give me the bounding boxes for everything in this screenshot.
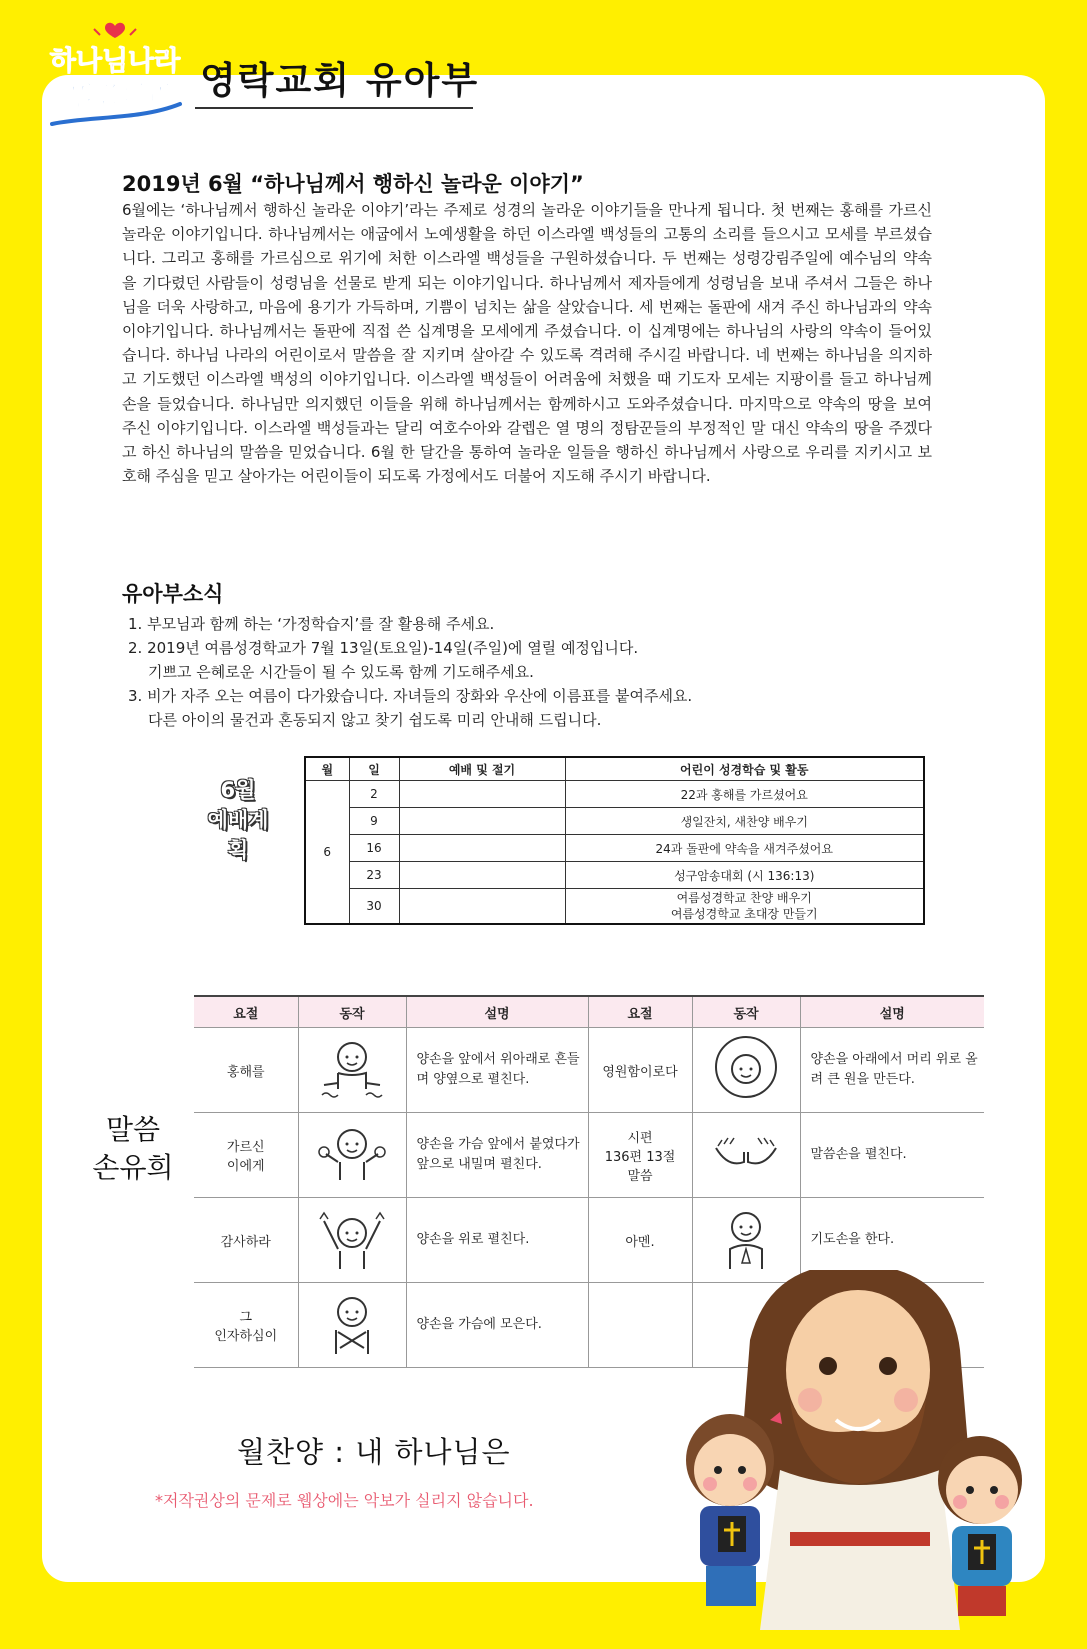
description-cell: 양손을 앞에서 위아래로 흔들며 양옆으로 펼친다. bbox=[406, 1028, 588, 1113]
logo-line1: 하나님나라 bbox=[49, 46, 181, 77]
monthly-song: 월찬양 : 내 하나님은 bbox=[237, 1435, 511, 1469]
news-item: 3. 비가 자주 오는 여름이 다가왔습니다. 자녀들의 장화와 우산에 이름표를 붙여주세요. bbox=[128, 687, 693, 705]
table-row bbox=[305, 862, 924, 889]
plan-label-month: 6월 bbox=[220, 778, 256, 802]
gesture-icon bbox=[692, 1028, 800, 1113]
hand-label-line1: 말씀 bbox=[105, 1113, 161, 1146]
news-item: 기쁘고 은혜로운 시간들이 될 수 있도록 함께 기도해주세요. bbox=[148, 663, 534, 681]
description-cell: 양손을 가슴 앞에서 붙였다가 앞으로 내밀며 펼친다. bbox=[406, 1113, 588, 1198]
gesture-icon bbox=[298, 1028, 406, 1113]
table-row bbox=[305, 835, 924, 862]
description-cell: 양손을 가슴에 모은다. bbox=[406, 1283, 588, 1368]
activity-cell bbox=[565, 889, 924, 925]
gesture-icon bbox=[298, 1113, 406, 1198]
day-cell: 9 bbox=[349, 808, 399, 835]
description-cell: 양손을 위로 펼친다. bbox=[406, 1198, 588, 1283]
activity-line: 여름성경학교 찬양 배우기 bbox=[676, 891, 812, 905]
day-cell: 2 bbox=[349, 781, 399, 808]
copyright-note: *저작권상의 문제로 웹상에는 악보가 실리지 않습니다. bbox=[155, 1491, 534, 1510]
table-row bbox=[305, 808, 924, 835]
jesus-children-illustration bbox=[660, 1270, 1050, 1630]
description-cell: 기도손을 한다. bbox=[800, 1198, 984, 1283]
activity-cell: 성구암송대회 (시 136:13) bbox=[565, 862, 924, 889]
verse-cell: 그 인자하심이 bbox=[194, 1283, 298, 1368]
activity-cell: 22과 홍해를 가르셨어요 bbox=[565, 781, 924, 808]
col-header: 어린이 성경학습 및 활동 bbox=[565, 757, 924, 781]
worship-cell bbox=[399, 862, 565, 889]
table-header-row bbox=[305, 757, 924, 781]
table-row bbox=[194, 1028, 984, 1113]
news-list bbox=[128, 612, 692, 732]
col-header: 설명 bbox=[406, 996, 588, 1028]
section-title: 2019년 6월 “하나님께서 행하신 놀라운 이야기” bbox=[122, 172, 584, 196]
col-header: 동작 bbox=[692, 996, 800, 1028]
table-row bbox=[305, 889, 924, 925]
logo bbox=[40, 20, 190, 136]
description-cell: 말씀손을 펼친다. bbox=[800, 1113, 984, 1198]
hand-play-label bbox=[83, 1111, 183, 1187]
col-header: 동작 bbox=[298, 996, 406, 1028]
activity-line: 여름성경학교 초대장 만들기 bbox=[670, 907, 818, 921]
col-header: 요절 bbox=[588, 996, 692, 1028]
col-header: 설명 bbox=[800, 996, 984, 1028]
open-hands-icon bbox=[692, 1113, 800, 1198]
worship-cell bbox=[399, 835, 565, 862]
month-cell: 6 bbox=[305, 781, 349, 925]
worship-cell bbox=[399, 889, 565, 925]
verse-cell: 홍해를 bbox=[194, 1028, 298, 1113]
col-header: 예배 및 절기 bbox=[399, 757, 565, 781]
heart-icon bbox=[105, 23, 125, 38]
worship-plan-label bbox=[198, 775, 278, 865]
table-row bbox=[194, 1113, 984, 1198]
verse-cell: 영원함이로다 bbox=[588, 1028, 692, 1113]
worship-plan-table bbox=[304, 756, 925, 925]
description-cell: 양손을 아래에서 머리 위로 올려 큰 원을 만든다. bbox=[800, 1028, 984, 1113]
gesture-icon bbox=[298, 1198, 406, 1283]
verse-cell: 가르신 이에게 bbox=[194, 1113, 298, 1198]
news-title: 유아부소식 bbox=[122, 582, 224, 606]
day-cell: 16 bbox=[349, 835, 399, 862]
intro-paragraph: 6월에는 ‘하나님께서 행하신 놀라운 이야기’라는 주제로 성경의 놀라운 이야기들을 만나게 됩니다. 첫 번째는 홍해를 가르신 놀라운 이야기입니다. 하나님께서는 애굽에서 노예생활을 하던 이스라엘 백성들의 고통의 소리를 들으시고 모세를 부르셨습니다. 그리고 홍해를 가르심으로 위기에 처한 이스라엘 백성들을 구원하셨습니다. 두 번째는 성령강림주일에 예수님의 약속을 기다렸던 사람들이 성령님을 선물로 받게 되는 이야기입니다. 하나님께서 제자들에게 성령님을 보내 주셔서 그들은 하나님을 더욱 사랑하고, 마음에 용기가 가득하며, 기쁨이 넘치는 삶을 살았습니다. 세 번째는 돌판에 새겨 주신 하나님과의 약속 이야기입니다. 하나님께서는 돌판에 직접 쓴 십계명을 모세에게 주셨습니다. 이 십계명에는 하나님의 사랑의 약속이 들어있습니다. 하나님 나라의 어린이로서 말씀을 잘 지키며 살아갈 수 있도록 격려해 주시길 바랍니다. 네 번째는 하나님을 의지하고 기도했던 이스라엘 백성의 이야기입니다. 이스라엘 백성들이 어려움에 처했을 때 기도자 모세는 지팡이를 들고 하나님께 손을 들었습니다. 하나님만 의지했던 이들을 위해 하나님께서는 함께하시고 도와주셨습니다. 마지막으로 약속의 땅을 보여 주신 이야기입니다. 이스라엘 백성들과는 달리 여호수아와 갈렙은 열 명의 정탐꾼들의 부정적인 말 대신 약속의 땅을 주겠다고 하신 하나님의 말씀을 믿었습니다. 6월 한 달간을 통하여 놀라운 일들을 행하신 하나님께서 사랑으로 우리를 지키시고 보호해 주심을 믿고 살아가는 어린이들이 되도록 가정에서도 더불어 지도해 주시기 바랍니다. bbox=[122, 201, 932, 486]
news-item: 1. 부모님과 함께 하는 ‘가정학습지’를 잘 활용해 주세요. bbox=[128, 615, 495, 633]
day-cell: 23 bbox=[349, 862, 399, 889]
header-divider bbox=[195, 107, 473, 109]
col-header: 월 bbox=[305, 757, 349, 781]
table-row bbox=[305, 781, 924, 808]
col-header: 일 bbox=[349, 757, 399, 781]
col-header: 요절 bbox=[194, 996, 298, 1028]
table-header-row bbox=[194, 996, 984, 1028]
verse-cell: 감사하라 bbox=[194, 1198, 298, 1283]
verse-cell: 시편 136편 13절 말씀 bbox=[588, 1113, 692, 1198]
logo-line2: 말씀나라 bbox=[69, 82, 175, 113]
day-cell: 30 bbox=[349, 889, 399, 925]
activity-cell: 24과 돌판에 약속을 새겨주셨어요 bbox=[565, 835, 924, 862]
page-title: 영락교회 유아부 bbox=[200, 59, 480, 102]
plan-label-text: 예배계획 bbox=[207, 808, 269, 862]
verse-cell: 아멘. bbox=[588, 1198, 692, 1283]
activity-cell: 생일잔치, 새찬양 배우기 bbox=[565, 808, 924, 835]
worship-cell bbox=[399, 808, 565, 835]
hand-label-line2: 손유희 bbox=[92, 1151, 174, 1184]
news-item: 2. 2019년 여름성경학교가 7월 13일(토요일)-14일(주일)에 열릴 예정입니다. bbox=[128, 639, 639, 657]
news-item: 다른 아이의 물건과 혼동되지 않고 찾기 쉽도록 미리 안내해 드립니다. bbox=[148, 711, 602, 729]
gesture-icon bbox=[298, 1283, 406, 1368]
worship-cell bbox=[399, 781, 565, 808]
